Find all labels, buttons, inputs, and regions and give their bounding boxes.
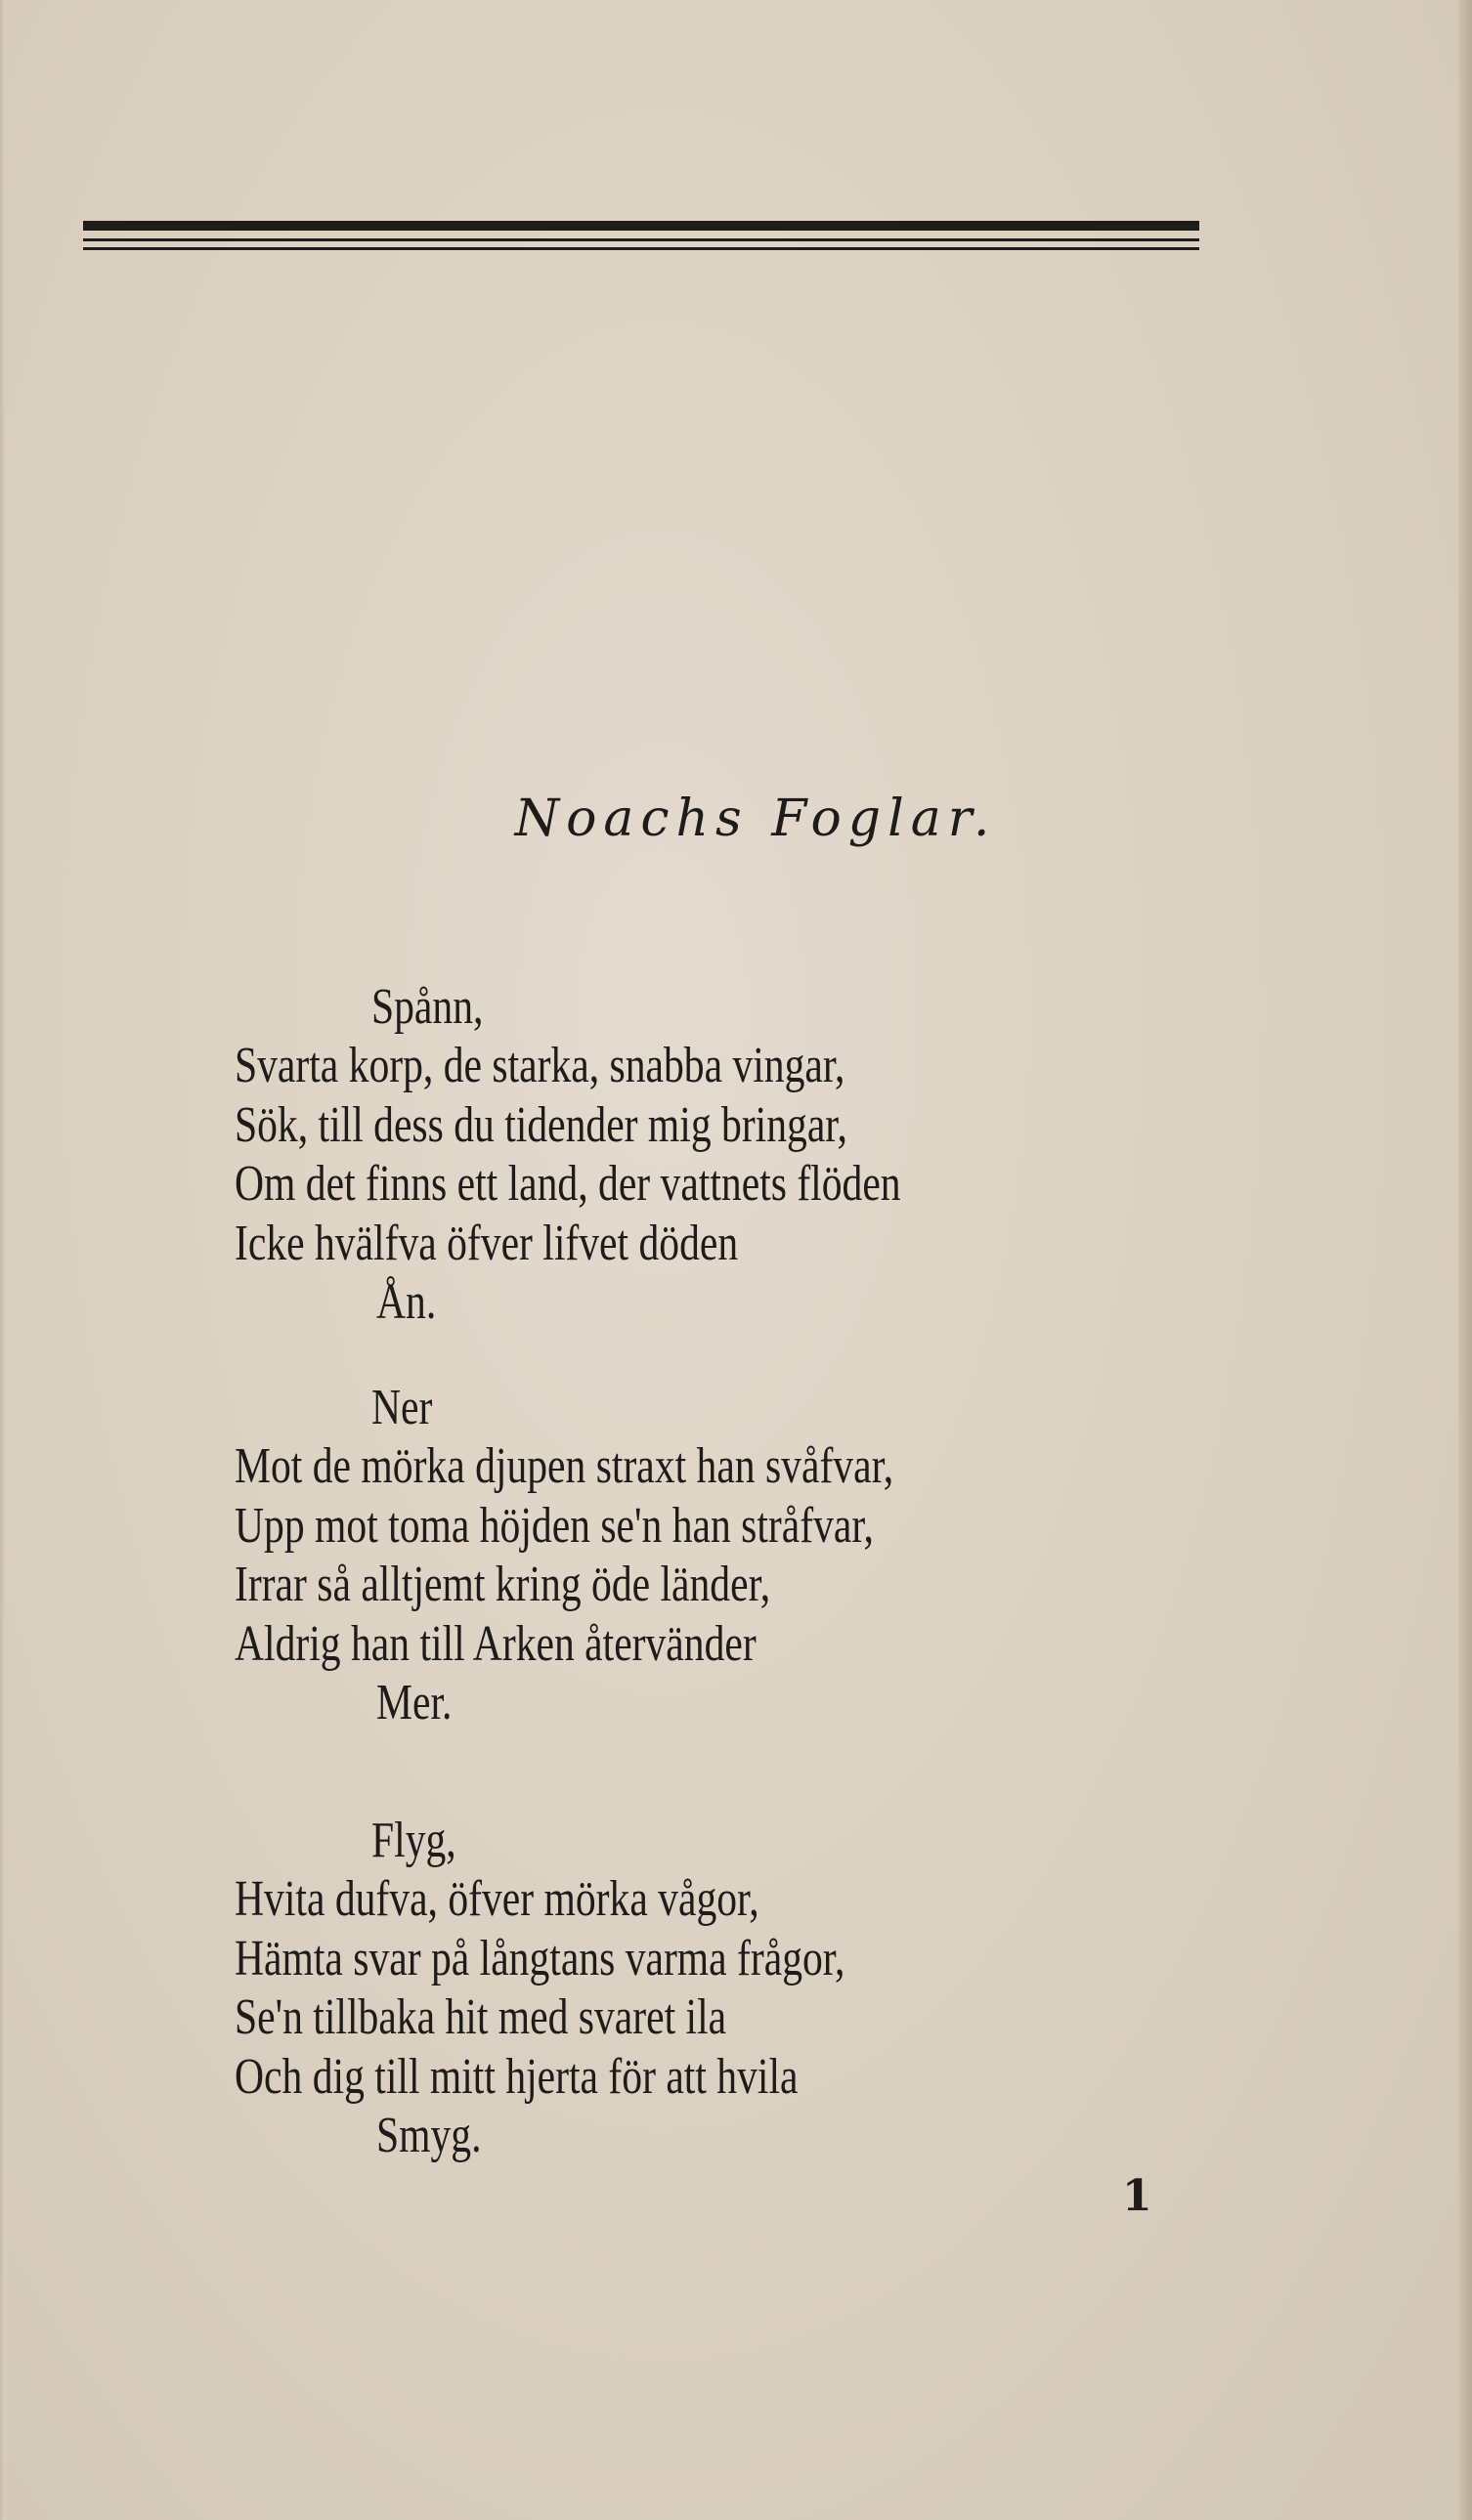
verse-line: Mot de mörka djupen straxt han svåfvar, xyxy=(235,1438,894,1494)
header-rule-thin xyxy=(83,238,1199,241)
verse-line: Och dig till mitt hjerta för att hvila xyxy=(235,2049,799,2105)
verse-line: Smyg. xyxy=(376,2108,482,2163)
verse-line: Hämta svar på långtans varma frågor, xyxy=(235,1931,845,1986)
verse-line: Aldrig han till Arken återvänder xyxy=(235,1616,757,1672)
verse-line: Spånn, xyxy=(371,979,484,1035)
page-left-edge xyxy=(0,0,6,2520)
verse-line: Om det finns ett land, der vattnets flöden xyxy=(235,1156,901,1212)
verse-line: Icke hvälfva öfver lifvet döden xyxy=(235,1216,739,1271)
verse-line: Ner xyxy=(371,1380,433,1435)
verse-line: Flyg, xyxy=(371,1813,456,1868)
verse-line: Irrar så alltjemt kring öde länder, xyxy=(235,1557,771,1612)
verse-line: Ån. xyxy=(376,1274,437,1330)
verse-line: Mer. xyxy=(376,1675,453,1730)
header-rule-thin xyxy=(83,247,1199,250)
verse-line: Se'n tillbaka hit med svaret ila xyxy=(235,1989,727,2045)
header-rule-thick xyxy=(83,221,1199,231)
verse-line: Upp mot toma höjden se'n han stråfvar, xyxy=(235,1498,874,1554)
verse-line: Hvita dufva, öfver mörka vågor, xyxy=(235,1871,759,1927)
verse-line: Svarta korp, de starka, snabba vingar, xyxy=(235,1038,845,1093)
verse-line: Sök, till dess du tidender mig bringar, xyxy=(235,1097,847,1153)
page-number: 1 xyxy=(1122,2171,1152,2221)
poem-title: Noachs Foglar. xyxy=(514,790,997,848)
page-right-edge xyxy=(1458,0,1472,2520)
